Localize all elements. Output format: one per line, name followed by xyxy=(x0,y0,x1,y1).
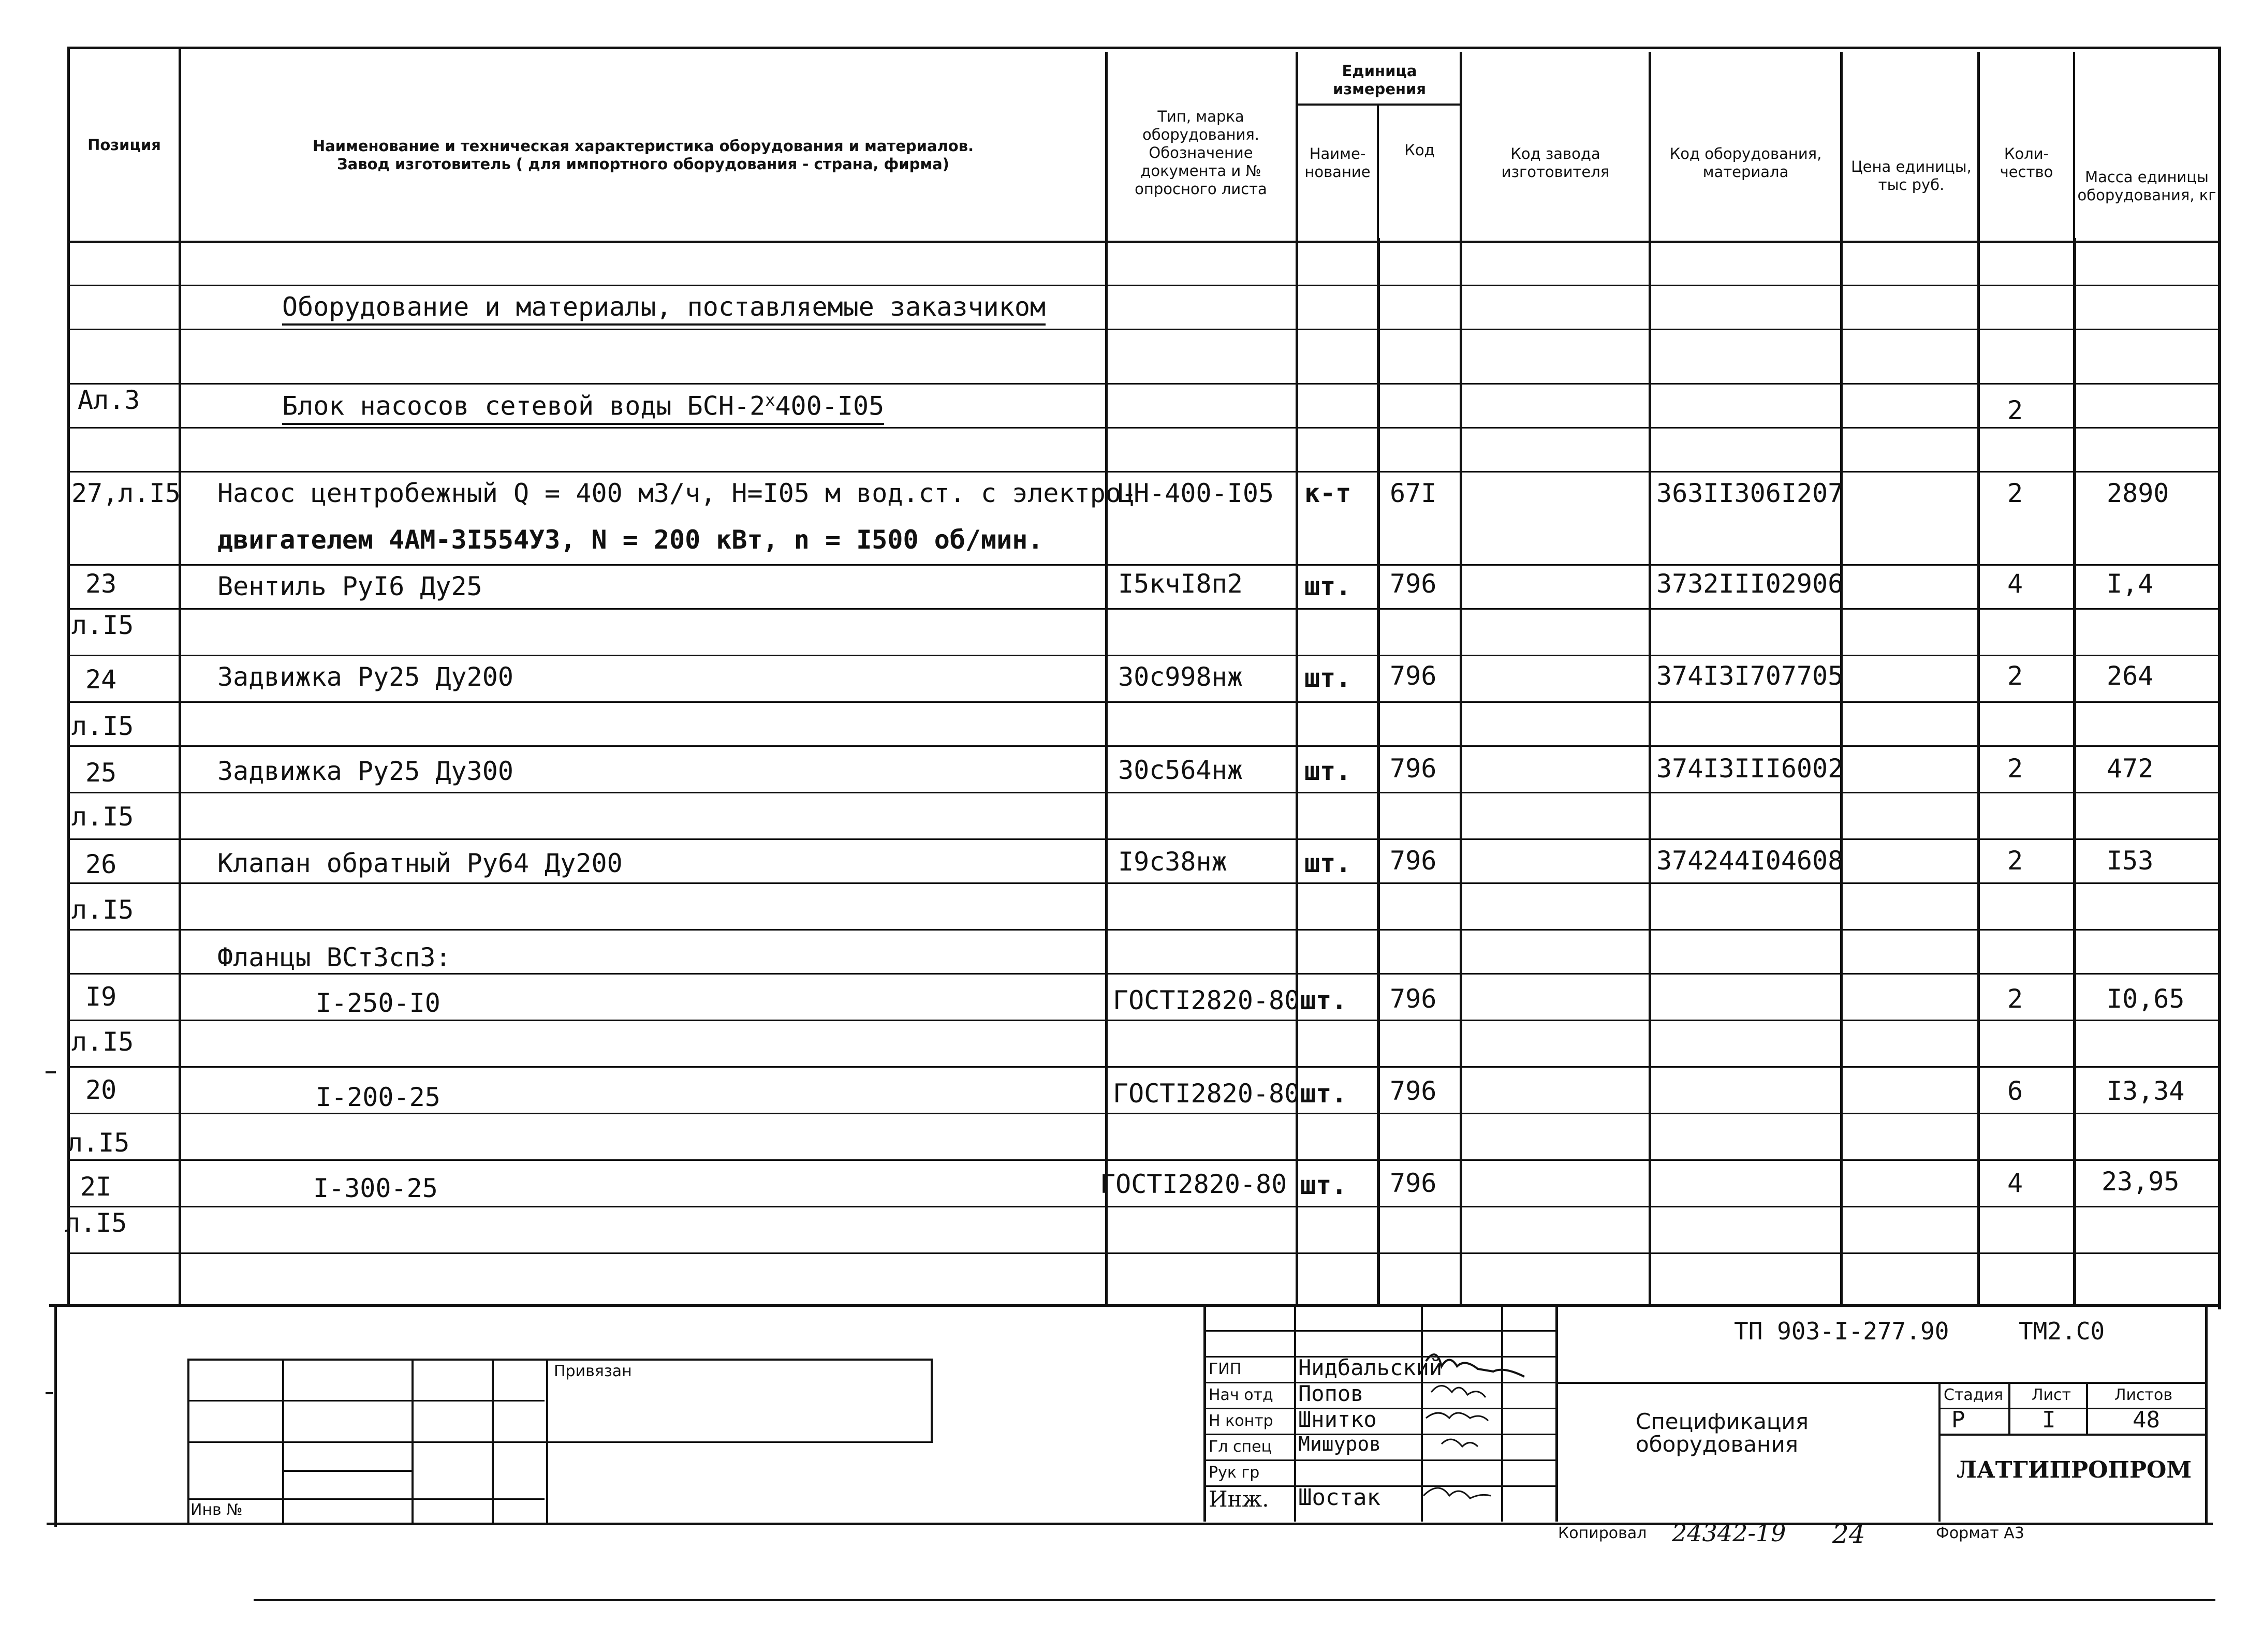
table-row-code: 67I xyxy=(1390,478,1437,508)
table-row-name: Задвижка Ру25 Ду300 xyxy=(217,756,513,786)
signature-icon xyxy=(1423,1488,1491,1498)
stamp-name: Попов xyxy=(1298,1381,1364,1406)
table-row-sheet: л.I5 xyxy=(71,802,134,832)
table-row-mass: I53 xyxy=(2107,846,2154,876)
footer-copied-number: 24342-19 xyxy=(1672,1519,1786,1547)
stamp-doc-code: ТП 903-I-277.90 xyxy=(1734,1317,1949,1345)
table-row-equip: 374244I04608 xyxy=(1656,846,1844,876)
table-row-unit: шт. xyxy=(1300,985,1347,1015)
header-name xyxy=(181,124,1105,186)
stamp-role: ГИП xyxy=(1209,1360,1242,1378)
table-row-sheet: л.I5 xyxy=(71,1027,134,1057)
stamp-sheets: 48 xyxy=(2133,1407,2160,1433)
table-row-position: 25 xyxy=(85,758,117,788)
table-row-type: I5кчI8п2 xyxy=(1118,569,1243,599)
header-unit-group: Единица измерения xyxy=(1333,62,1426,98)
stamp-role: Инж. xyxy=(1209,1486,1269,1512)
table-row-name: Клапан обратный Ру64 Ду200 xyxy=(217,848,623,878)
signature-icon xyxy=(1442,1439,1478,1447)
header-equip-code: Код оборудования, материала xyxy=(1669,145,1822,181)
table-row-type: I9с38нж xyxy=(1118,847,1227,877)
table-row-equip: 3732III02906 xyxy=(1656,569,1844,599)
stamp-tied: Привязан xyxy=(554,1362,632,1380)
stamp-role: Гл спец xyxy=(1209,1438,1272,1456)
table-row-quantity: 2 xyxy=(2007,754,2023,784)
stamp-name: Мишуров xyxy=(1298,1433,1382,1455)
table-row-name: I-200-25 xyxy=(316,1082,440,1112)
table-row-mass: 23,95 xyxy=(2102,1167,2180,1197)
table-row-equip: 374I3I707705 xyxy=(1656,661,1844,691)
footer-copied-page: 24 xyxy=(1832,1519,1865,1549)
table-row-quantity: 6 xyxy=(2007,1076,2023,1106)
header-name-subtitle: Завод изготовитель ( для импортного оборудования - страна, фирма) xyxy=(337,155,949,173)
header-position: Позиция xyxy=(87,136,161,154)
table-row-name-2: двигателем 4АМ-3I554У3, N = 200 кВт, n = I500 об/мин. xyxy=(217,525,1044,555)
block-name xyxy=(282,386,884,425)
header-quantity: Коли- чество xyxy=(2000,145,2053,181)
flanges-title: Фланцы ВСт3сп3: xyxy=(217,942,451,972)
stamp-role: Нач отд xyxy=(1209,1386,1273,1404)
table-row-unit: шт. xyxy=(1300,1170,1347,1200)
block-quantity: 2 xyxy=(2007,395,2023,425)
table-row-mass: 2890 xyxy=(2107,478,2169,508)
table-row-mass: 264 xyxy=(2107,661,2154,691)
block-name-pre: Блок насосов сетевой воды БСН-2 xyxy=(282,391,766,421)
signature-icon xyxy=(1431,1386,1486,1398)
stamp-stage: Р xyxy=(1951,1407,1965,1433)
table-row-equip: 363II306I207 xyxy=(1656,478,1844,508)
footer-copied: Копировал xyxy=(1558,1524,1647,1542)
table-row-unit: шт. xyxy=(1304,848,1351,878)
table-row-mass: I,4 xyxy=(2107,569,2154,599)
header-mass: Масса единицы оборудования, кг xyxy=(2077,168,2216,204)
signature-icon xyxy=(1426,1354,1524,1377)
table-row-code: 796 xyxy=(1390,754,1437,784)
table-row-sheet: л.I5 xyxy=(71,711,134,741)
table-row-mass: 472 xyxy=(2107,754,2154,784)
block-name-post: 400-I05 xyxy=(775,391,885,421)
table-row-quantity: 4 xyxy=(2007,569,2023,599)
stamp-sheet: I xyxy=(2042,1407,2056,1433)
stamp-stage-label: Стадия xyxy=(1944,1386,2004,1404)
stamp-title-line2: оборудования xyxy=(1636,1432,1799,1457)
table-row-code: 796 xyxy=(1390,569,1437,599)
table-row-type: 30с564нж xyxy=(1118,755,1243,785)
stamp-name: Шостак xyxy=(1298,1484,1380,1511)
block-position: Ал.3 xyxy=(78,385,140,415)
stamp-title-line1: Спецификация xyxy=(1636,1409,1809,1434)
table-row-mass: I0,65 xyxy=(2107,984,2185,1014)
table-row-type: ЦН-400-I05 xyxy=(1118,478,1274,508)
table-row-unit: шт. xyxy=(1304,756,1351,786)
header-unit-code: Код xyxy=(1404,141,1435,159)
table-row-quantity: 2 xyxy=(2007,478,2023,508)
stamp-name: Нидбальский xyxy=(1298,1355,1443,1380)
table-row-sheet: л.I5 xyxy=(71,610,134,640)
table-row-equip: 374I3III6002 xyxy=(1656,754,1844,784)
table-row-quantity: 2 xyxy=(2007,846,2023,876)
table-row-quantity: 4 xyxy=(2007,1168,2023,1198)
stamp-title xyxy=(1636,1410,1809,1456)
block-name-sup: x xyxy=(765,390,775,410)
table-row-name: Задвижка Ру25 Ду200 xyxy=(217,662,513,692)
stamp-role: Рук гр xyxy=(1209,1464,1260,1482)
table-row-type: ГОСТI2820-80 xyxy=(1113,1079,1300,1109)
table-row-position: 26 xyxy=(85,849,117,879)
table-row-code: 796 xyxy=(1390,1168,1437,1198)
stamp-sheets-label: Листов xyxy=(2114,1386,2173,1404)
footer-format: Формат А3 xyxy=(1936,1524,2024,1542)
table-row-name: I-300-25 xyxy=(313,1173,438,1203)
section-title: Оборудование и материалы, поставляемые заказчиком xyxy=(282,292,1046,326)
table-row-code: 796 xyxy=(1390,846,1437,876)
table-row-unit: к-т xyxy=(1304,478,1351,508)
table-row-code: 796 xyxy=(1390,1076,1437,1106)
table-row-name: I-250-I0 xyxy=(316,988,440,1018)
table-row-position: 23 xyxy=(85,569,117,599)
table-row-position: 20 xyxy=(85,1075,117,1105)
table-row-sheet: л.I5 xyxy=(71,895,134,925)
table-row-type: ГОСТI2820-80 xyxy=(1100,1169,1287,1199)
table-row-position: 2I xyxy=(80,1172,112,1202)
header-unit-name: Наиме- нование xyxy=(1304,145,1371,181)
stamp-inv: Инв № xyxy=(190,1501,243,1519)
table-row-mass: I3,34 xyxy=(2107,1076,2185,1106)
table-row-sheet: л.I5 xyxy=(67,1128,130,1158)
table-row-unit: шт. xyxy=(1304,571,1351,601)
header-price: Цена единицы, тыс руб. xyxy=(1851,158,1972,194)
table-row-unit: шт. xyxy=(1300,1079,1347,1109)
stamp-org: ЛАТГИПРОПРОМ xyxy=(1957,1457,2192,1483)
table-row-quantity: 2 xyxy=(2007,661,2023,691)
table-row-code: 796 xyxy=(1390,984,1437,1014)
header-type-brand: Тип, марка оборудования. Обозначение документа и № опросного листа xyxy=(1135,107,1267,198)
stamp-sheet-label: Лист xyxy=(2032,1386,2071,1404)
signature-scribbles xyxy=(1421,1340,1592,1516)
header-plant-code: Код завода изготовителя xyxy=(1501,145,1610,181)
table-row-name: Вентиль РуI6 Ду25 xyxy=(217,571,482,601)
table-row-position: I9 xyxy=(85,982,117,1012)
table-row-type: 30с998нж xyxy=(1118,662,1243,692)
table-row-name: Насос центробежный Q = 400 м3/ч, H=I05 м вод.ст. с электро- xyxy=(217,478,1137,508)
stamp-name: Шнитко xyxy=(1298,1407,1377,1432)
table-row-sheet: л.I5 xyxy=(65,1208,127,1238)
header-name-title: Наименование и техническая характеристика оборудования и материалов. xyxy=(312,137,974,155)
stamp-role: Н контр xyxy=(1209,1412,1273,1430)
table-row-code: 796 xyxy=(1390,661,1437,691)
signature-icon xyxy=(1426,1413,1488,1421)
table-row-unit: шт. xyxy=(1304,663,1351,693)
table-row-type: ГОСТI2820-80 xyxy=(1113,985,1300,1015)
stamp-mark: ТМ2.С0 xyxy=(2019,1317,2105,1345)
table-row-quantity: 2 xyxy=(2007,984,2023,1014)
table-row-position: 24 xyxy=(85,665,117,695)
table-row-position: 27,л.I5 xyxy=(71,478,181,508)
